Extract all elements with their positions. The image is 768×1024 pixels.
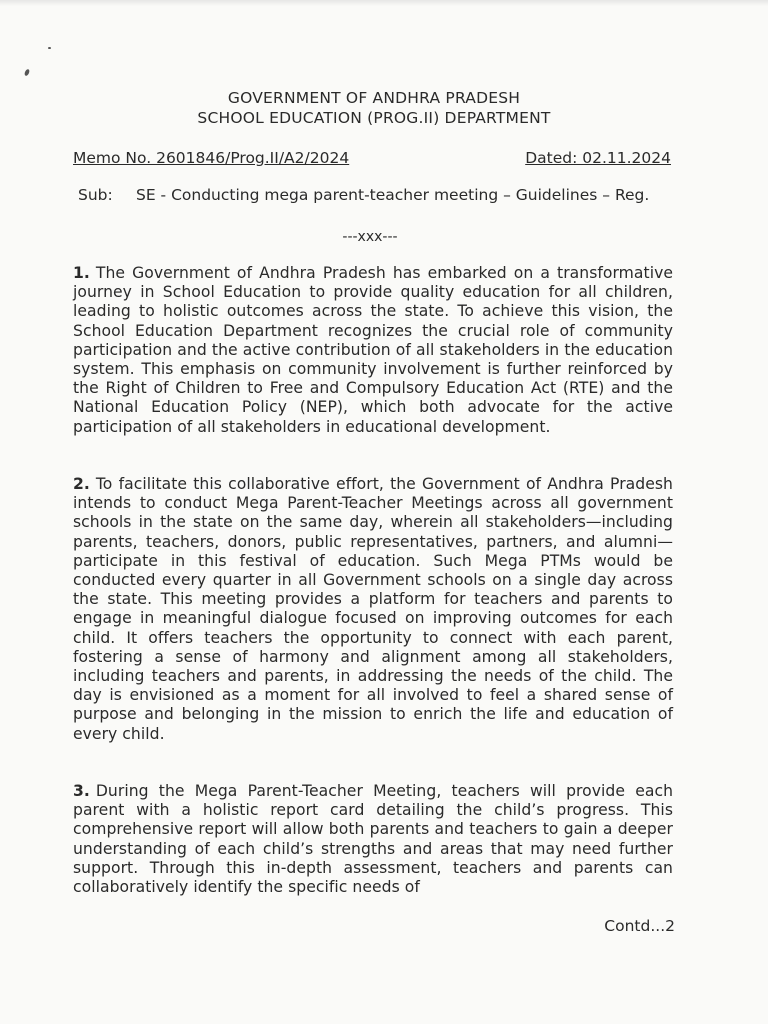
paragraph-text: During the Mega Parent-Teacher Meeting, teachers will provide each parent with a holistic report card detailing the child’s progress. This comprehensive report will allow both parents and teachers to gain a deeper understanding of each child’s strengths and areas that may need further support. Through this in-depth assessment, teachers and parents can collaboratively identify the specific needs of (73, 782, 673, 897)
scan-top-edge (0, 0, 768, 6)
memo-number: Memo No. 2601846/Prog.II/A2/2024 (73, 149, 350, 167)
memo-date: Dated: 02.11.2024 (525, 149, 671, 167)
paragraph-3 (73, 782, 673, 897)
paragraph-text: To facilitate this collaborative effort, the Government of Andhra Pradesh intends to conduct Mega Parent-Teacher Meetings across all government schools in the state on the same day, wherein all stakeholders—including parents, teachers, donors, public representatives, partners, and alumni—participate in this festival of education. Such Mega PTMs would be conducted every quarter in all Government schools on a single day across the state. This meeting provides a platform for teachers and parents to engage in meaningful dialogue focused on improving outcomes for each child. It offers teachers the opportunity to connect with each parent, fostering a sense of harmony and alignment among all stakeholders, including teachers and parents, in addressing the needs of the child. The day is envisioned as a moment for all involved to feel a shared sense of purpose and belonging in the mission to enrich the life and education of every child. (73, 475, 673, 743)
document-header (0, 88, 748, 128)
header-government: GOVERNMENT OF ANDHRA PRADESH (227, 89, 521, 107)
header-department: SCHOOL EDUCATION (PROG.II) DEPARTMENT (197, 109, 551, 127)
continued-marker: Contd...2 (604, 917, 675, 935)
paragraph-number: 3. (73, 782, 90, 800)
paragraph-text: The Government of Andhra Pradesh has embarked on a transformative journey in School Education to provide quality education for all children, leading to holistic outcomes across the state. To achieve this vision, the School Education Department recognizes the crucial role of community participation and the active contribution of all stakeholders in the education system. This emphasis on community involvement is further reinforced by the Right of Children to Free and Compulsory Education Act (RTE) and the National Education Policy (NEP), which both advocate for the active participation of all stakeholders in educational development. (73, 264, 673, 436)
separator: ---xxx--- (342, 229, 398, 245)
subject-label: Sub: (78, 186, 113, 204)
subject-text: SE - Conducting mega parent-teacher meeting – Guidelines – Reg. (136, 186, 650, 204)
paragraph-number: 1. (73, 264, 90, 282)
paragraph-2 (73, 475, 673, 744)
paragraph-number: 2. (73, 475, 90, 493)
paragraph-1 (73, 264, 673, 437)
scan-speck (48, 47, 51, 49)
scan-speck (24, 68, 31, 76)
